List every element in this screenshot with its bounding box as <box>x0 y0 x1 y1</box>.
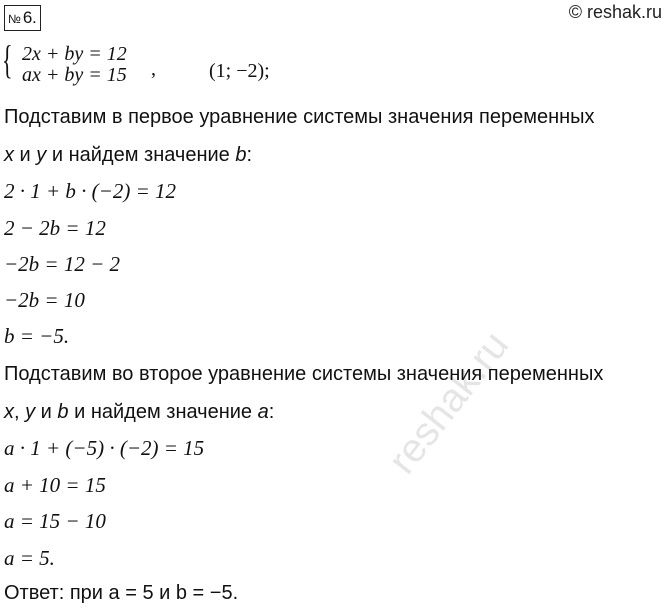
system-eq1: 2x + by = 12 <box>22 43 127 65</box>
watermark: reshak.ru <box>380 323 518 483</box>
step-a-2: a + 10 = 15 <box>4 473 106 497</box>
system-brace: { <box>2 37 13 82</box>
intro-text-1-cont: x и y и найдем значение b: <box>4 144 253 166</box>
intro-text-2-cont: x, y и b и найдем значение a: <box>4 401 275 423</box>
number-sign: № <box>8 12 21 26</box>
answer-text: Ответ: при a = 5 и b = −5. <box>4 582 239 604</box>
step-a-3: a = 15 − 10 <box>4 509 106 533</box>
step-b-1: 2 · 1 + b · (−2) = 12 <box>4 179 176 203</box>
step-a-4: a = 5. <box>4 546 55 570</box>
step-b-5: b = −5. <box>4 324 70 348</box>
system-comma: , <box>151 58 156 80</box>
copyright-text: © reshak.ru <box>568 2 662 22</box>
step-a-1: a · 1 + (−5) · (−2) = 15 <box>4 436 205 460</box>
system-eq2: ax + by = 15 <box>22 64 127 86</box>
step-b-3: −2b = 12 − 2 <box>4 252 121 276</box>
intro-text-1: Подставим в первое уравнение системы значения переменных <box>4 106 595 128</box>
step-b-4: −2b = 10 <box>4 288 85 312</box>
system-point: (1; −2); <box>209 60 270 82</box>
problem-number-badge <box>4 5 41 31</box>
intro-text-2: Подставим во второе уравнение системы значения переменных <box>4 363 604 385</box>
step-b-2: 2 − 2b = 12 <box>4 216 106 240</box>
problem-number: 6. <box>22 8 37 27</box>
